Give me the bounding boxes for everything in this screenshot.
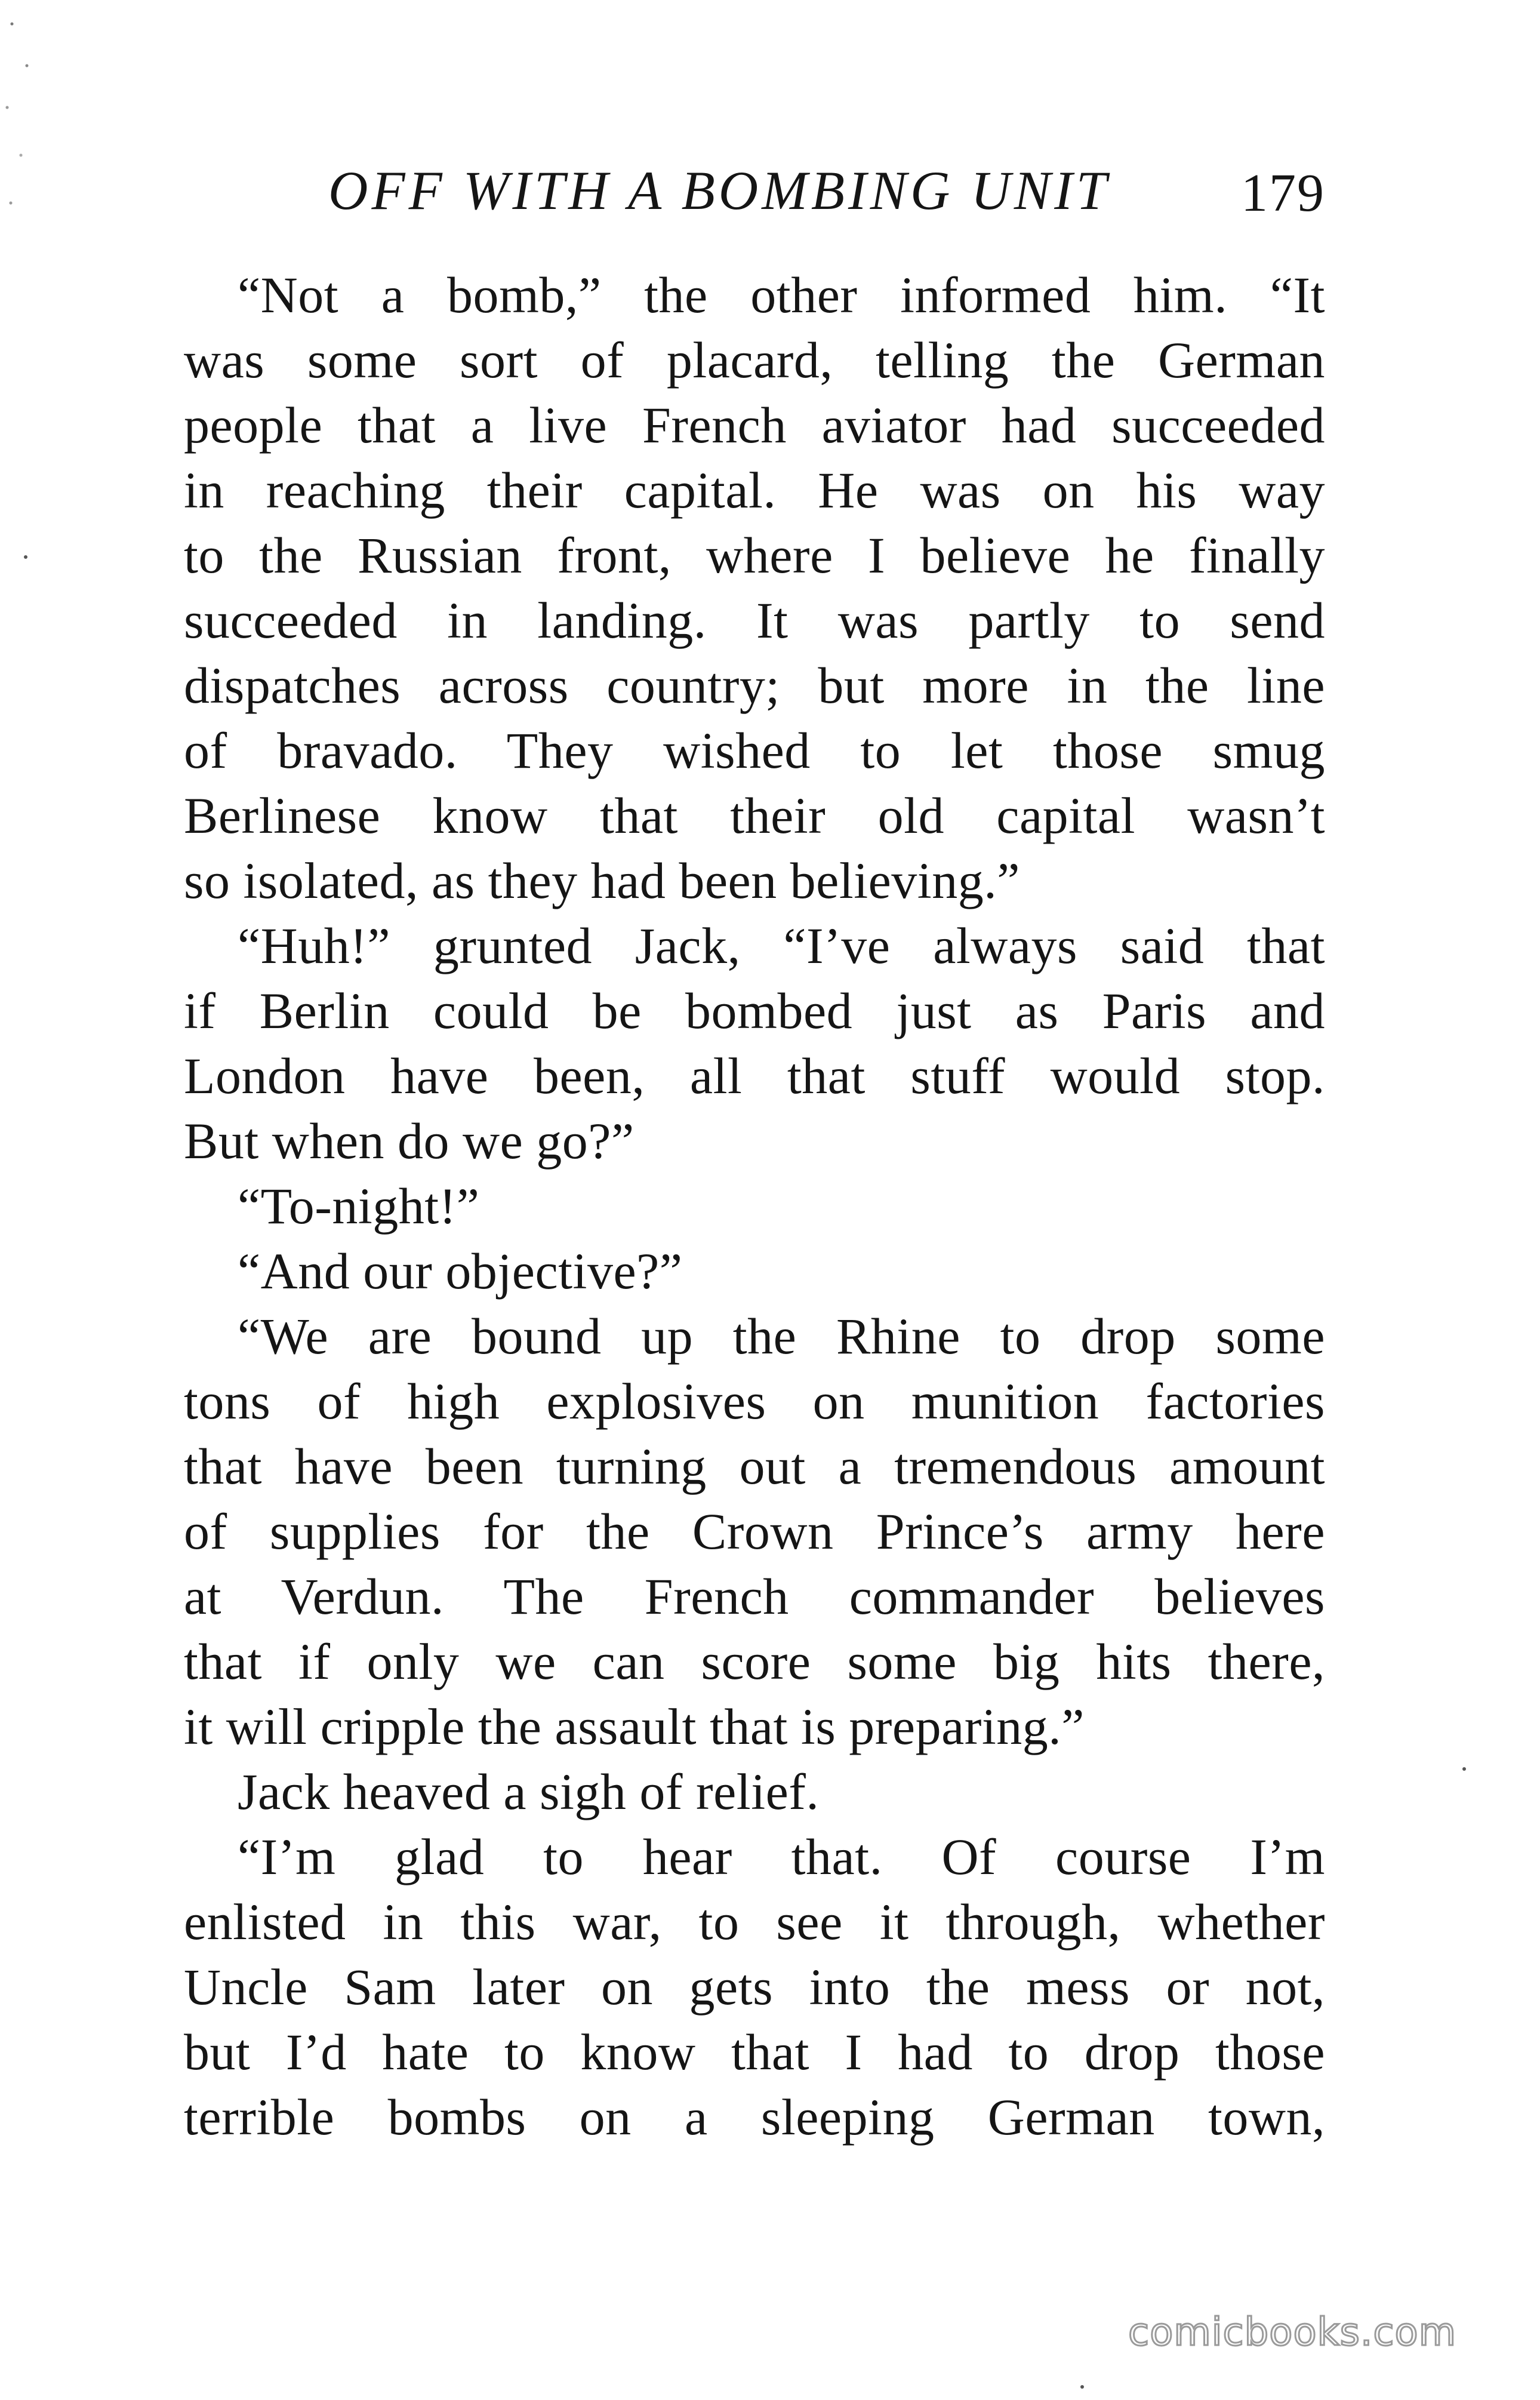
text-line: but I’d hate to know that I had to drop those bbox=[184, 2023, 1325, 2081]
text-line: “Not a bomb,” the other informed him. “It bbox=[238, 266, 1325, 324]
text-line: But when do we go?” bbox=[184, 1112, 635, 1170]
body-text bbox=[184, 263, 1325, 2150]
text-line: of supplies for the Crown Prince’s army here bbox=[184, 1503, 1325, 1560]
text-line: of bravado. They wished to let those smug bbox=[184, 722, 1325, 779]
scan-speck bbox=[24, 555, 27, 559]
running-title: OFF WITH A BOMBING UNIT bbox=[328, 160, 1111, 221]
text-line: “We are bound up the Rhine to drop some bbox=[238, 1307, 1325, 1365]
text-line: Uncle Sam later on gets into the mess or not, bbox=[184, 1958, 1325, 2016]
text-line: “I’m glad to hear that. Of course I’m bbox=[238, 1828, 1325, 1885]
text-line: if Berlin could be bombed just as Paris and bbox=[184, 982, 1325, 1039]
text-line: dispatches across country; but more in the line bbox=[184, 657, 1325, 714]
text-line: enlisted in this war, to see it through, whether bbox=[184, 1893, 1325, 1950]
text-line: tons of high explosives on munition factories bbox=[184, 1373, 1325, 1430]
text-line: terrible bombs on a sleeping German town, bbox=[184, 2088, 1325, 2146]
scan-edge-noise bbox=[0, 0, 54, 257]
text-line: Berlinese know that their old capital wasn’t bbox=[184, 787, 1325, 844]
scan-speck bbox=[1462, 1767, 1466, 1771]
watermark: comicbooks.com bbox=[1128, 2310, 1457, 2355]
scan-speck bbox=[1080, 2385, 1084, 2389]
text-line: that have been turning out a tremendous amount bbox=[184, 1438, 1325, 1495]
text-line: was some sort of placard, telling the German bbox=[184, 331, 1325, 389]
text-line: “Huh!” grunted Jack, “I’ve always said that bbox=[238, 917, 1325, 974]
page-number: 179 bbox=[1241, 164, 1325, 223]
text-line: to the Russian front, where I believe he finally bbox=[184, 527, 1325, 584]
text-line: “And our objective?” bbox=[238, 1242, 683, 1300]
text-line: in reaching their capital. He was on his way bbox=[184, 461, 1325, 519]
text-line: so isolated, as they had been believing.” bbox=[184, 852, 1020, 909]
text-line: London have been, all that stuff would stop. bbox=[184, 1047, 1325, 1104]
text-line: that if only we can score some big hits there, bbox=[184, 1633, 1325, 1690]
text-line: at Verdun. The French commander believes bbox=[184, 1568, 1325, 1625]
running-header bbox=[328, 149, 1325, 227]
text-line: Jack heaved a sigh of relief. bbox=[238, 1763, 820, 1820]
text-line: “To-night!” bbox=[238, 1177, 480, 1235]
text-line: people that a live French aviator had succeeded bbox=[184, 396, 1325, 454]
text-line: succeeded in landing. It was partly to send bbox=[184, 592, 1325, 649]
text-line: it will cripple the assault that is preparing.” bbox=[184, 1698, 1085, 1755]
